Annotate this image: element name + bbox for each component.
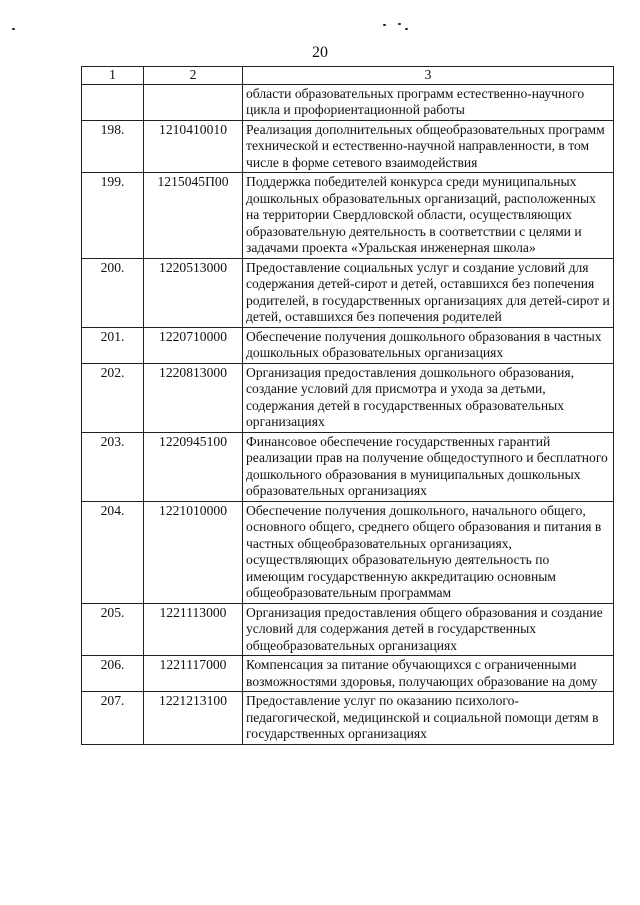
row-code: 1221117000 xyxy=(144,656,243,692)
scan-speck xyxy=(12,28,15,30)
table-header-row xyxy=(82,67,614,85)
row-number: 200. xyxy=(82,258,144,327)
table-row xyxy=(82,84,614,120)
table-row xyxy=(82,363,614,432)
scan-marks xyxy=(0,14,640,34)
column-header-number: 1 xyxy=(82,67,144,85)
row-description: Обеспечение получения дошкольного образования в частных дошкольных образовательных организациях xyxy=(243,327,614,363)
row-number: 205. xyxy=(82,603,144,656)
budget-items-table xyxy=(81,66,614,745)
table-row xyxy=(82,120,614,173)
row-code: 1221010000 xyxy=(144,501,243,603)
row-number: 206. xyxy=(82,656,144,692)
page-number: 20 xyxy=(312,44,328,61)
row-number: 198. xyxy=(82,120,144,173)
row-code: 1220710000 xyxy=(144,327,243,363)
table-row xyxy=(82,603,614,656)
row-description: Предоставление социальных услуг и создание условий для содержания детей-сирот и детей, оставшихся без попечения родителей, в государственных организациях для детей-сирот и детей, оставшихся без попечения родителей xyxy=(243,258,614,327)
table-row xyxy=(82,173,614,259)
row-code: 1220513000 xyxy=(144,258,243,327)
table-row xyxy=(82,692,614,745)
row-code: 1215045П00 xyxy=(144,173,243,259)
row-number: 204. xyxy=(82,501,144,603)
row-code: 1221113000 xyxy=(144,603,243,656)
table-row xyxy=(82,432,614,501)
row-description: Компенсация за питание обучающихся с ограниченными возможностями здоровья, получающих образование на дому xyxy=(243,656,614,692)
row-code: 1210410010 xyxy=(144,120,243,173)
row-number: 201. xyxy=(82,327,144,363)
row-description: Организация предоставления общего образования и создание условий для содержания детей в государственных общеобразовательных организациях xyxy=(243,603,614,656)
row-code xyxy=(144,84,243,120)
row-description: Обеспечение получения дошкольного, начального общего, основного общего, среднего общего образования и питания в частных общеобразовательных организациях, осуществляющих образовательную деятельность по имеющим государственную аккредитацию основным общеобразовательным программам xyxy=(243,501,614,603)
row-number xyxy=(82,84,144,120)
row-code: 1221213100 xyxy=(144,692,243,745)
table-row xyxy=(82,327,614,363)
scan-speck xyxy=(405,28,408,30)
row-number: 202. xyxy=(82,363,144,432)
table-row xyxy=(82,501,614,603)
row-code: 1220945100 xyxy=(144,432,243,501)
row-number: 203. xyxy=(82,432,144,501)
row-description: Организация предоставления дошкольного образования, создание условий для присмотра и ухода за детьми, содержания детей в государственных образовательных организациях xyxy=(243,363,614,432)
table-row xyxy=(82,656,614,692)
row-description: Поддержка победителей конкурса среди муниципальных дошкольных образовательных организаций, расположенных на территории Свердловской области, осуществляющих образовательную деятельность в соответствии с целями и задачами проекта «Уральская инженерная школа» xyxy=(243,173,614,259)
row-description: Предоставление услуг по оказанию психолого-педагогической, медицинской и социальной помощи детям в государственных организациях xyxy=(243,692,614,745)
row-code: 1220813000 xyxy=(144,363,243,432)
scan-speck xyxy=(398,23,401,25)
column-header-code: 2 xyxy=(144,67,243,85)
table-row xyxy=(82,258,614,327)
row-description: Реализация дополнительных общеобразовательных программ технической и естественно-научной направленности, в том числе в форме сетевого взаимодействия xyxy=(243,120,614,173)
column-header-description: 3 xyxy=(243,67,614,85)
row-description: Финансовое обеспечение государственных гарантий реализации прав на получение общедоступного и бесплатного дошкольного образования в муниципальных дошкольных образовательных организациях xyxy=(243,432,614,501)
row-number: 199. xyxy=(82,173,144,259)
row-number: 207. xyxy=(82,692,144,745)
scan-speck xyxy=(383,24,386,26)
row-description: области образовательных программ естественно-научного цикла и профориентационной работы xyxy=(243,84,614,120)
